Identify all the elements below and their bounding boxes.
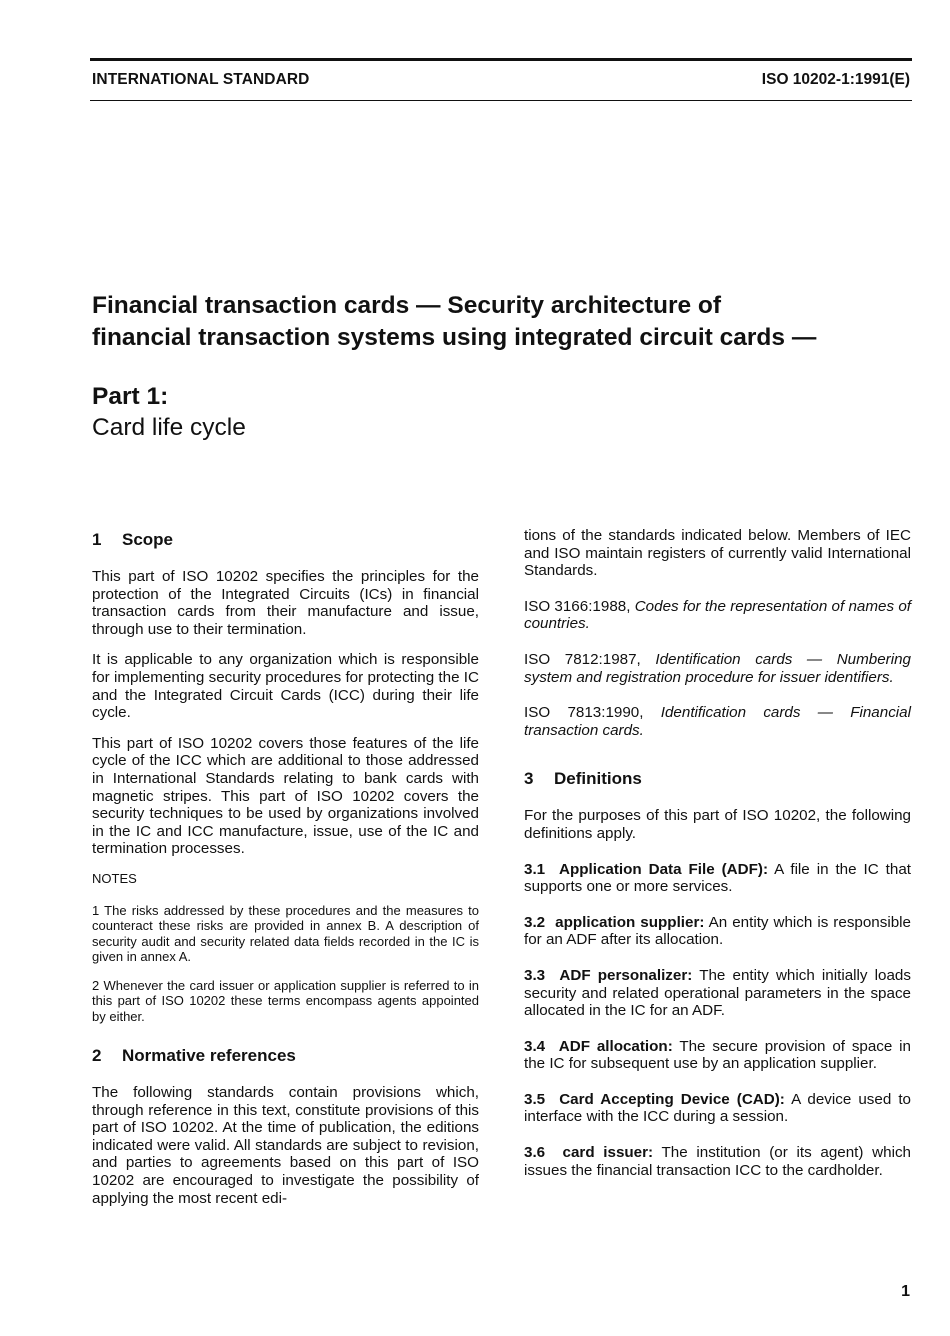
note-2: 2 Whenever the card issuer or application supplier is referred to in this part of ISO 10202 these terms encompass agents appointed by either. — [92, 977, 479, 1024]
definition-text: A file in the IC that supports one or more services. — [524, 860, 911, 896]
definition-number: 3.2 — [524, 913, 546, 931]
definitions-intro: For the purposes of this part of ISO 10202, the following definitions apply. — [524, 807, 911, 842]
reference-item — [524, 704, 911, 739]
section-title: Scope — [122, 530, 174, 549]
definition-number: 3.5 — [524, 1090, 546, 1108]
right-column — [524, 527, 911, 1179]
reference-title: Identification cards — Financial transaction cards. — [524, 704, 911, 739]
definition-text: The secure provision of space in the IC for subsequent use by an application supplier. — [524, 1037, 911, 1073]
notes-label: NOTES — [92, 870, 137, 886]
section-heading-normative-references — [92, 1046, 479, 1066]
definition-item — [524, 1038, 911, 1073]
title-line-2: financial transaction systems using integrated circuit cards — — [92, 324, 817, 351]
standard-number: ISO 10202-1:1991(E) — [761, 71, 910, 88]
definition-item — [524, 1091, 911, 1126]
section-number: 1 — [92, 530, 102, 549]
definition-text: The institution (or its agent) which issues the financial transaction ICC to the cardholder. — [524, 1144, 911, 1179]
definition-number: 3.4 — [524, 1037, 546, 1055]
reference-item — [524, 651, 911, 686]
definition-term: application supplier: — [555, 913, 705, 931]
section-title: Normative references — [122, 1046, 296, 1065]
reference-item — [524, 598, 911, 633]
section-number: 3 — [524, 769, 534, 789]
document-title — [92, 290, 892, 354]
section-heading-definitions — [524, 769, 911, 789]
definition-number: 3.6 — [524, 1144, 546, 1162]
definition-term: Card Accepting Device (CAD): — [559, 1090, 785, 1108]
definition-item — [524, 967, 911, 1020]
left-column — [92, 530, 479, 1207]
definition-number: 3.3 — [524, 966, 546, 984]
reference-code: ISO 7812:1987, — [524, 650, 641, 668]
scope-paragraph-1: This part of ISO 10202 specifies the principles for the protection of the Integrated Circuits (ICs) in financial transaction cards from their manufacture and issue, through use to their termination. — [92, 568, 479, 638]
scope-paragraph-3: This part of ISO 10202 covers those features of the life cycle of the ICC which are additional to those addressed in International Standards relating to bank cards with magnetic stripes. This part of ISO 10202 covers the security techniques to be used by organizations involved in the IC and ICC manufacture, issue, use of the IC and termination processes. — [92, 734, 479, 858]
section-title: Definitions — [554, 769, 642, 789]
definition-item — [524, 1144, 911, 1179]
definition-term: card issuer: — [562, 1144, 654, 1162]
definition-text: An entity which is responsible for an ADF after its allocation. — [524, 913, 911, 949]
header-rule-bottom — [90, 100, 912, 101]
definition-number: 3.1 — [524, 860, 546, 878]
part-label: Part 1: — [92, 383, 169, 410]
definition-item — [524, 861, 911, 896]
title-line-1: Financial transaction cards — Security architecture of — [92, 292, 722, 319]
definition-text: The entity which initially loads security and related operational parameters in the space allocated in the IC for an ADF. — [524, 966, 911, 1020]
definition-term: Application Data File (ADF): — [559, 860, 768, 878]
definition-term: ADF personalizer: — [559, 966, 693, 984]
normative-paragraph: The following standards contain provisions which, through reference in this text, constitute provisions of this part of ISO 10202. At the time of publication, the editions indicated were valid. All standards are subject to revision, and parties to agreements based on this part of ISO 10202 are encouraged to investigate the possibility of applying the most recent edi- — [92, 1084, 479, 1207]
document-type-label: INTERNATIONAL STANDARD — [92, 71, 310, 88]
section-heading-scope — [92, 530, 479, 550]
reference-code: ISO 7813:1990, — [524, 704, 644, 722]
note-1: 1 The risks addressed by these procedures and the measures to counteract these risks are provided in annex B. A description of security audit and security related data fields recorded in the IC is given in annex A. — [92, 902, 479, 964]
scope-paragraph-2: It is applicable to any organization which is responsible for implementing security procedures for protecting the IC and the Integrated Circuit Cards (ICC) during their life cycle. — [92, 651, 479, 722]
header-rule-top — [90, 58, 912, 61]
definition-text: A device used to interface with the ICC during a session. — [524, 1090, 911, 1126]
normative-paragraph-continued: tions of the standards indicated below. Members of IEC and ISO maintain registers of currently valid International Standards. — [524, 527, 911, 580]
reference-title: Identification cards — Numbering system and registration procedure for issuer identifiers. — [524, 650, 911, 686]
definition-term: ADF allocation: — [558, 1037, 673, 1055]
part-title: Card life cycle — [92, 414, 246, 441]
page-number: 1 — [901, 1283, 910, 1300]
definition-item — [524, 914, 911, 949]
reference-title: Codes for the representation of names of countries. — [524, 597, 911, 633]
reference-code: ISO 3166:1988, — [524, 597, 631, 615]
section-number: 2 — [92, 1046, 102, 1065]
